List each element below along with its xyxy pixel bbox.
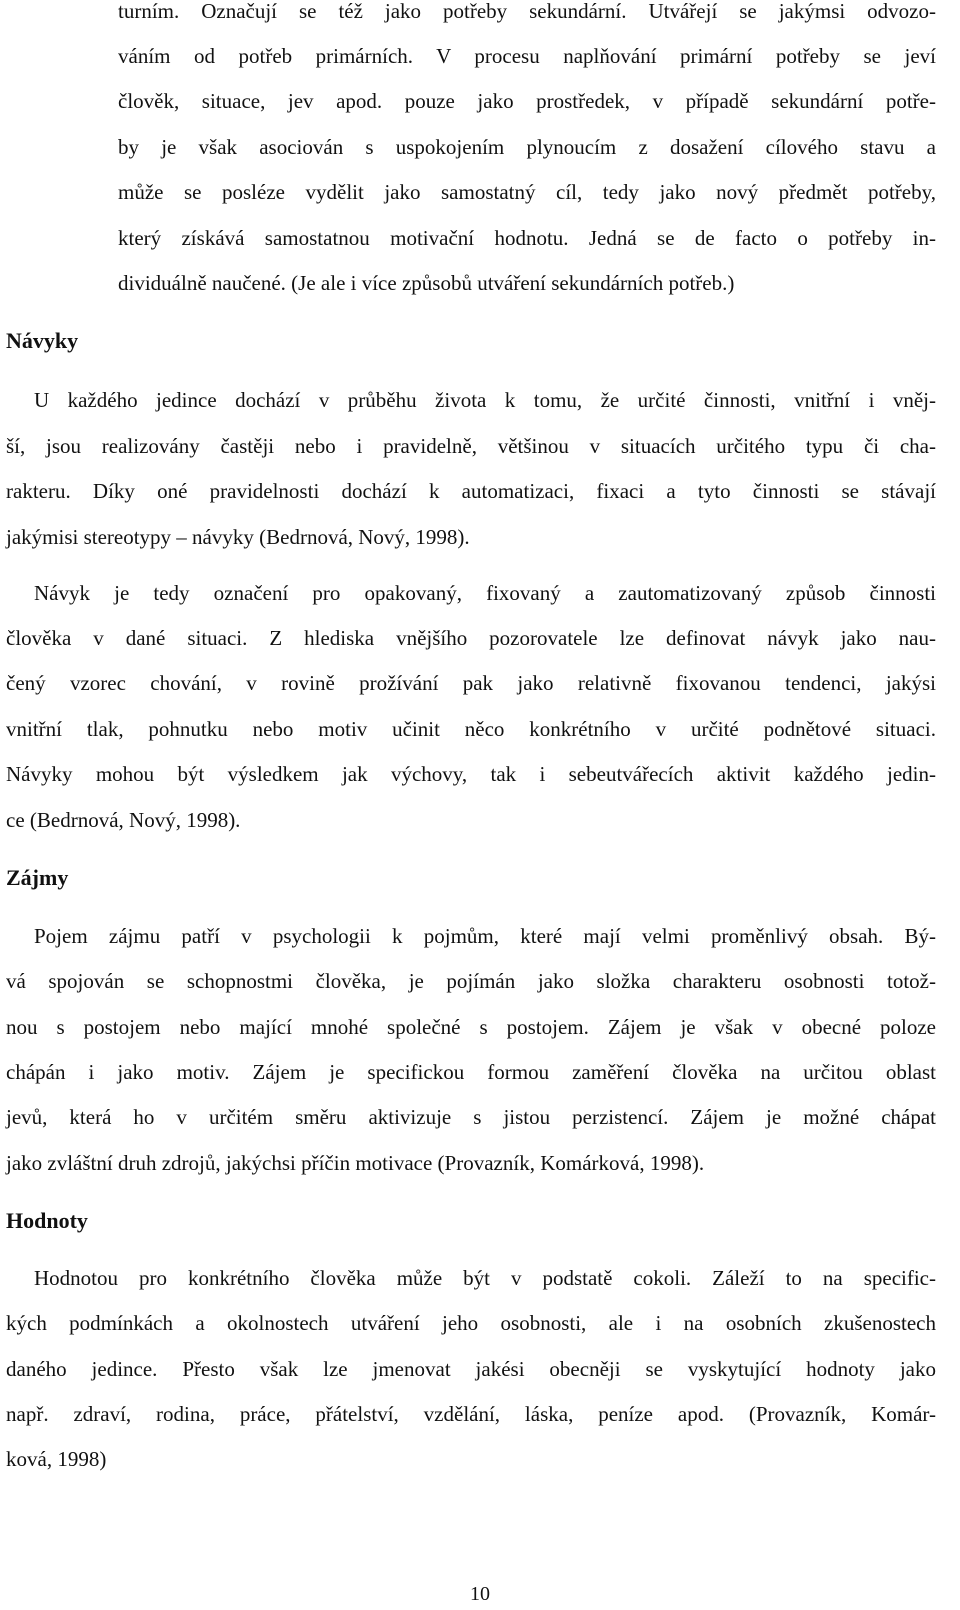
- text-line: který získává samostatnou motivační hodnotu. Jedná se de facto o potřeby in-: [118, 226, 936, 250]
- text-line: jakýmisi stereotypy – návyky (Bedrnová, Nový, 1998).: [6, 525, 470, 549]
- text-line: člověk, situace, jev apod. pouze jako prostředek, v případě sekundární potře-: [118, 89, 936, 113]
- text-line: ce (Bedrnová, Nový, 1998).: [6, 808, 241, 832]
- page-number: 10: [470, 1583, 490, 1605]
- text-line: může se posléze vydělit jako samostatný cíl, tedy jako nový předmět potřeby,: [118, 180, 936, 204]
- section-heading: Návyky: [6, 328, 79, 353]
- text-line: nou s postojem nebo mající mnohé společné s postojem. Zájem je však v obecné poloze: [6, 1015, 936, 1039]
- text-line: Návyk je tedy označení pro opakovaný, fixovaný a zautomatizovaný způsob činnosti: [34, 581, 936, 605]
- text-line: vá spojován se schopnostmi člověka, je pojímán jako složka charakteru osobnosti totož-: [6, 969, 936, 993]
- text-line: čený vzorec chování, v rovině prožívání pak jako relativně fixovanou tendenci, jakýsi: [6, 671, 936, 695]
- text-line: turním. Označují se též jako potřeby sekundární. Utvářejí se jakýmsi odvozo-: [118, 0, 936, 23]
- text-line: jevů, která ho v určitém směru aktivizuje s jistou perzistencí. Zájem je možné chápat: [6, 1105, 936, 1129]
- text-line: ková, 1998): [6, 1447, 107, 1471]
- text-line: Hodnotou pro konkrétního člověka může být v podstatě cokoli. Záleží to na specific-: [34, 1266, 936, 1290]
- text-line: jako zvláštní druh zdrojů, jakýchsi příčin motivace (Provazník, Komárková, 1998).: [6, 1151, 705, 1175]
- text-line: kých podmínkách a okolnostech utváření jeho osobnosti, ale i na osobních zkušenostech: [6, 1311, 936, 1335]
- section-heading: Hodnoty: [6, 1208, 88, 1233]
- text-line: vnitřní tlak, pohnutku nebo motiv učinit něco konkrétního v určité podnětové situaci.: [6, 717, 936, 741]
- text-line: dividuálně naučené. (Je ale i více způsobů utváření sekundárních potřeb.): [118, 271, 735, 295]
- text-line: daného jedince. Přesto však lze jmenovat jakési obecněji se vyskytující hodnoty jako: [6, 1357, 936, 1381]
- text-line: váním od potřeb primárních. V procesu naplňování primární potřeby se jeví: [118, 44, 936, 68]
- text-line: ší, jsou realizovány častěji nebo i pravidelně, většinou v situacích určitého typu či cha-: [6, 434, 936, 458]
- text-line: člověka v dané situaci. Z hlediska vnějšího pozorovatele lze definovat návyk jako nau-: [6, 626, 936, 650]
- text-line: např. zdraví, rodina, práce, přátelství, vzdělání, láska, peníze apod. (Provazník, Komár-: [6, 1402, 936, 1426]
- section-heading: Zájmy: [6, 865, 69, 890]
- text-line: chápán i jako motiv. Zájem je specifickou formou zaměření člověka na určitou oblast: [6, 1060, 936, 1084]
- text-line: Pojem zájmu patří v psychologii k pojmům, které mají velmi proměnlivý obsah. Bý-: [34, 924, 936, 948]
- text-line: Návyky mohou být výsledkem jak výchovy, tak i sebeutvářecích aktivit každého jedin-: [6, 762, 936, 786]
- text-line: by je však asociován s uspokojením plynoucím z dosažení cílového stavu a: [118, 135, 936, 159]
- text-line: U každého jedince dochází v průběhu života k tomu, že určité činnosti, vnitřní i vněj-: [34, 388, 936, 412]
- text-line: rakteru. Díky oné pravidelnosti dochází k automatizaci, fixaci a tyto činnosti se stávají: [6, 479, 936, 503]
